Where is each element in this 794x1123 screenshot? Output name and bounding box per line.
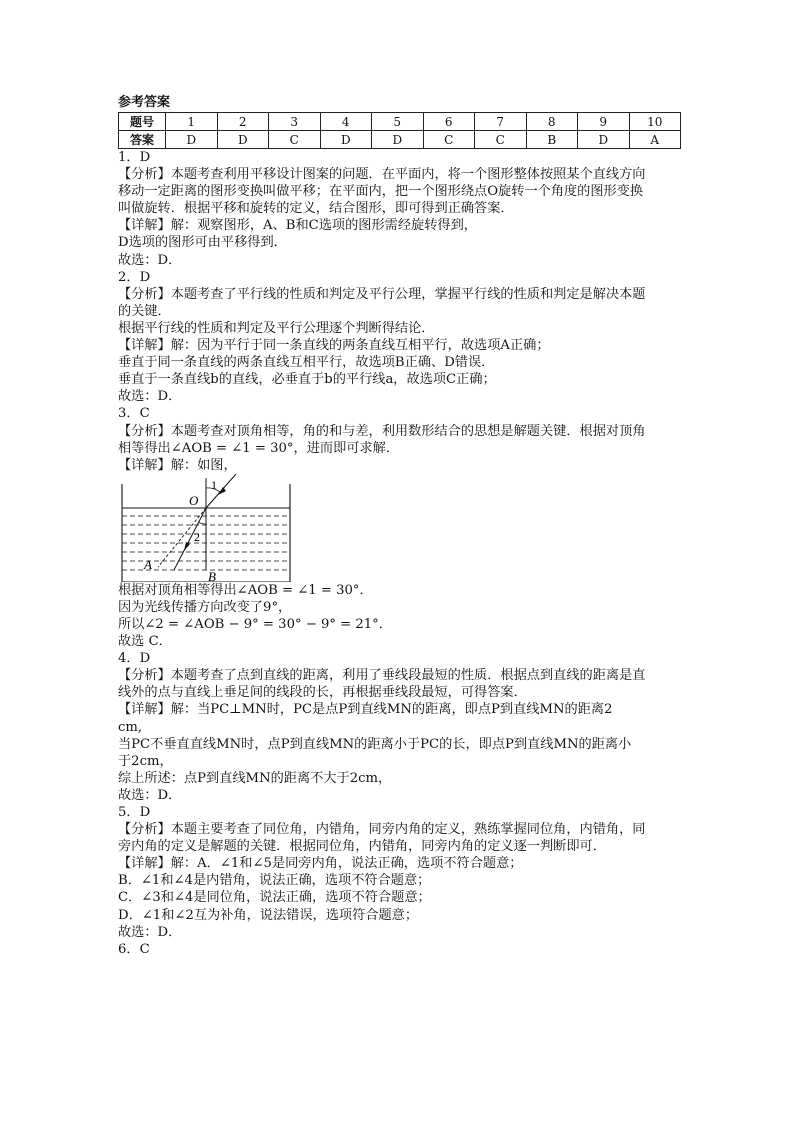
q6-number: 6．C bbox=[118, 941, 150, 957]
q5-detail-line: 【详解】解：A．∠1和∠5是同旁内角，说法正确，选项不符合题意； bbox=[118, 856, 523, 872]
q2-conclusion: 故选：D． bbox=[118, 389, 182, 405]
number-cell: 1 bbox=[166, 113, 218, 131]
number-cell: 6 bbox=[423, 113, 475, 131]
q4-analysis-line: 【分析】本题考查了点到直线的距离，利用了垂线段最短的性质．根据点到直线的距离是直 bbox=[118, 668, 646, 684]
number-cell: 7 bbox=[475, 113, 527, 131]
q4-conclusion: 故选：D． bbox=[118, 787, 182, 803]
label-a: A bbox=[144, 556, 152, 572]
angle-2-arc bbox=[198, 522, 206, 524]
q2-number: 2．D bbox=[118, 269, 151, 285]
answer-cell: D bbox=[166, 131, 218, 149]
q3-analysis-line: 相等得出∠AOB = ∠1 = 30°，进而即可求解． bbox=[118, 440, 400, 456]
label-b: B bbox=[208, 568, 216, 582]
q2-analysis-line: 【分析】本题考查了平行线的性质和判定及平行公理，掌握平行线的性质和判定是解决本题 bbox=[118, 286, 646, 302]
answer-cell: D bbox=[320, 131, 372, 149]
number-cell: 4 bbox=[320, 113, 372, 131]
q5-number: 5．D bbox=[118, 805, 151, 820]
q1-detail-line: D选项的图形可由平移得到． bbox=[118, 235, 287, 251]
table-row-answers bbox=[119, 131, 681, 149]
answer-cell: D bbox=[578, 131, 630, 149]
number-cell: 2 bbox=[217, 113, 269, 131]
answer-cell: B bbox=[526, 131, 578, 149]
q4-detail-line: cm, bbox=[118, 719, 143, 735]
q1-number: 1．D bbox=[118, 150, 151, 165]
q3-solution-line: 所以∠2 = ∠AOB − 9° = 30° − 9° = 21°． bbox=[118, 616, 392, 632]
answer-table bbox=[118, 112, 681, 149]
number-cell: 8 bbox=[526, 113, 578, 131]
label-2: 2 bbox=[194, 529, 200, 544]
q5-detail-line: B．∠1和∠4是内错角，说法正确，选项不符合题意； bbox=[118, 873, 431, 889]
label-1: 1 bbox=[211, 477, 217, 492]
answer-cell: C bbox=[269, 131, 321, 149]
q2-analysis-line: 根据平行线的性质和判定及平行公理逐个判断得结论． bbox=[118, 320, 435, 336]
q4-analysis-line: 线外的点与直线上垂足间的线段的长，再根据垂线段最短，可得答案． bbox=[118, 685, 527, 701]
q3-analysis-line: 【分析】本题考查对顶角相等，角的和与差，利用数形结合的思想是解题关键．根据对顶角 bbox=[118, 423, 646, 439]
q4-number: 4．D bbox=[118, 651, 151, 667]
q5-detail-line: D．∠1和∠2互为补角，说法错误，选项符合题意； bbox=[118, 907, 419, 923]
q5-detail-line: C．∠3和∠4是同位角，说法正确，选项不符合题意； bbox=[118, 890, 431, 906]
q1-conclusion: 故选：D． bbox=[118, 252, 182, 268]
answer-cell: D bbox=[372, 131, 424, 149]
answer-cell: A bbox=[629, 131, 681, 149]
q5-analysis-line: 旁内角的定义是解题的关键．根据同位角，内错角，同旁内角的定义逐一判断即可． bbox=[118, 839, 606, 855]
refraction-diagram bbox=[118, 474, 682, 582]
q2-detail-line: 垂直于同一条直线的两条直线互相平行，故选项B正确、D错误． bbox=[118, 355, 495, 371]
q4-detail-line: 于2cm， bbox=[118, 753, 173, 769]
answer-cell: C bbox=[475, 131, 527, 149]
answer-page bbox=[118, 94, 682, 958]
q3-conclusion: 故选 C． bbox=[118, 634, 172, 650]
q3-solution-line: 根据对顶角相等得出∠AOB = ∠1 = 30°． bbox=[118, 582, 373, 598]
q1-detail-line: 【详解】解：观察图形，A、B和C选项的图形需经旋转得到， bbox=[118, 218, 477, 234]
label-o: O bbox=[189, 492, 199, 508]
q3-number: 3．C bbox=[118, 406, 150, 422]
refraction-figure bbox=[118, 474, 298, 582]
q1-analysis-line: 【分析】本题考查利用平移设计图案的问题．在平面内，将一个图形整体按照某个直线方向 bbox=[118, 167, 646, 183]
number-cell: 5 bbox=[372, 113, 424, 131]
q2-analysis-line: 的关键． bbox=[118, 303, 171, 319]
number-cell: 3 bbox=[269, 113, 321, 131]
q4-detail-line: 当PC不垂直直线MN时，点P到直线MN的距离小于PC的长，即点P到直线MN的距离小 bbox=[118, 736, 632, 752]
answer-cell: D bbox=[217, 131, 269, 149]
q5-conclusion: 故选：D． bbox=[118, 924, 182, 940]
answer-cell: C bbox=[423, 131, 475, 149]
q1-analysis-line: 叫做旋转．根据平移和旋转的定义，结合图形，即可得到正确答案． bbox=[118, 201, 514, 217]
q5-analysis-line: 【分析】本题主要考查了同位角，内错角，同旁内角的定义，熟练掌握同位角，内错角，同 bbox=[118, 822, 646, 838]
row-label-number: 题号 bbox=[119, 113, 166, 131]
q4-detail-line: 综上所述：点P到直线MN的距离不大于2cm， bbox=[118, 770, 392, 786]
q1-analysis-line: 移动一定距离的图形变换叫做平移；在平面内，把一个图形绕点O旋转一个角度的图形变换 bbox=[118, 184, 644, 200]
q4-detail-line: 【详解】解：当PC⊥MN时，PC是点P到直线MN的距离，即点P到直线MN的距离2 bbox=[118, 702, 613, 718]
row-label-answer: 答案 bbox=[119, 131, 166, 149]
section-heading: 参考答案 bbox=[118, 95, 171, 110]
q3-solution-line: 因为光线传播方向改变了9°， bbox=[118, 599, 292, 615]
q2-detail-line: 【详解】解：因为平行于同一条直线的两条直线互相平行，故选项A正确； bbox=[118, 338, 550, 354]
q3-detail-line: 【详解】解：如图， bbox=[118, 457, 237, 473]
number-cell: 9 bbox=[578, 113, 630, 131]
number-cell: 10 bbox=[629, 113, 681, 131]
table-row-numbers bbox=[119, 113, 681, 131]
q2-detail-line: 垂直于一条直线b的直线，必垂直于b的平行线a，故选项C正确； bbox=[118, 372, 496, 388]
